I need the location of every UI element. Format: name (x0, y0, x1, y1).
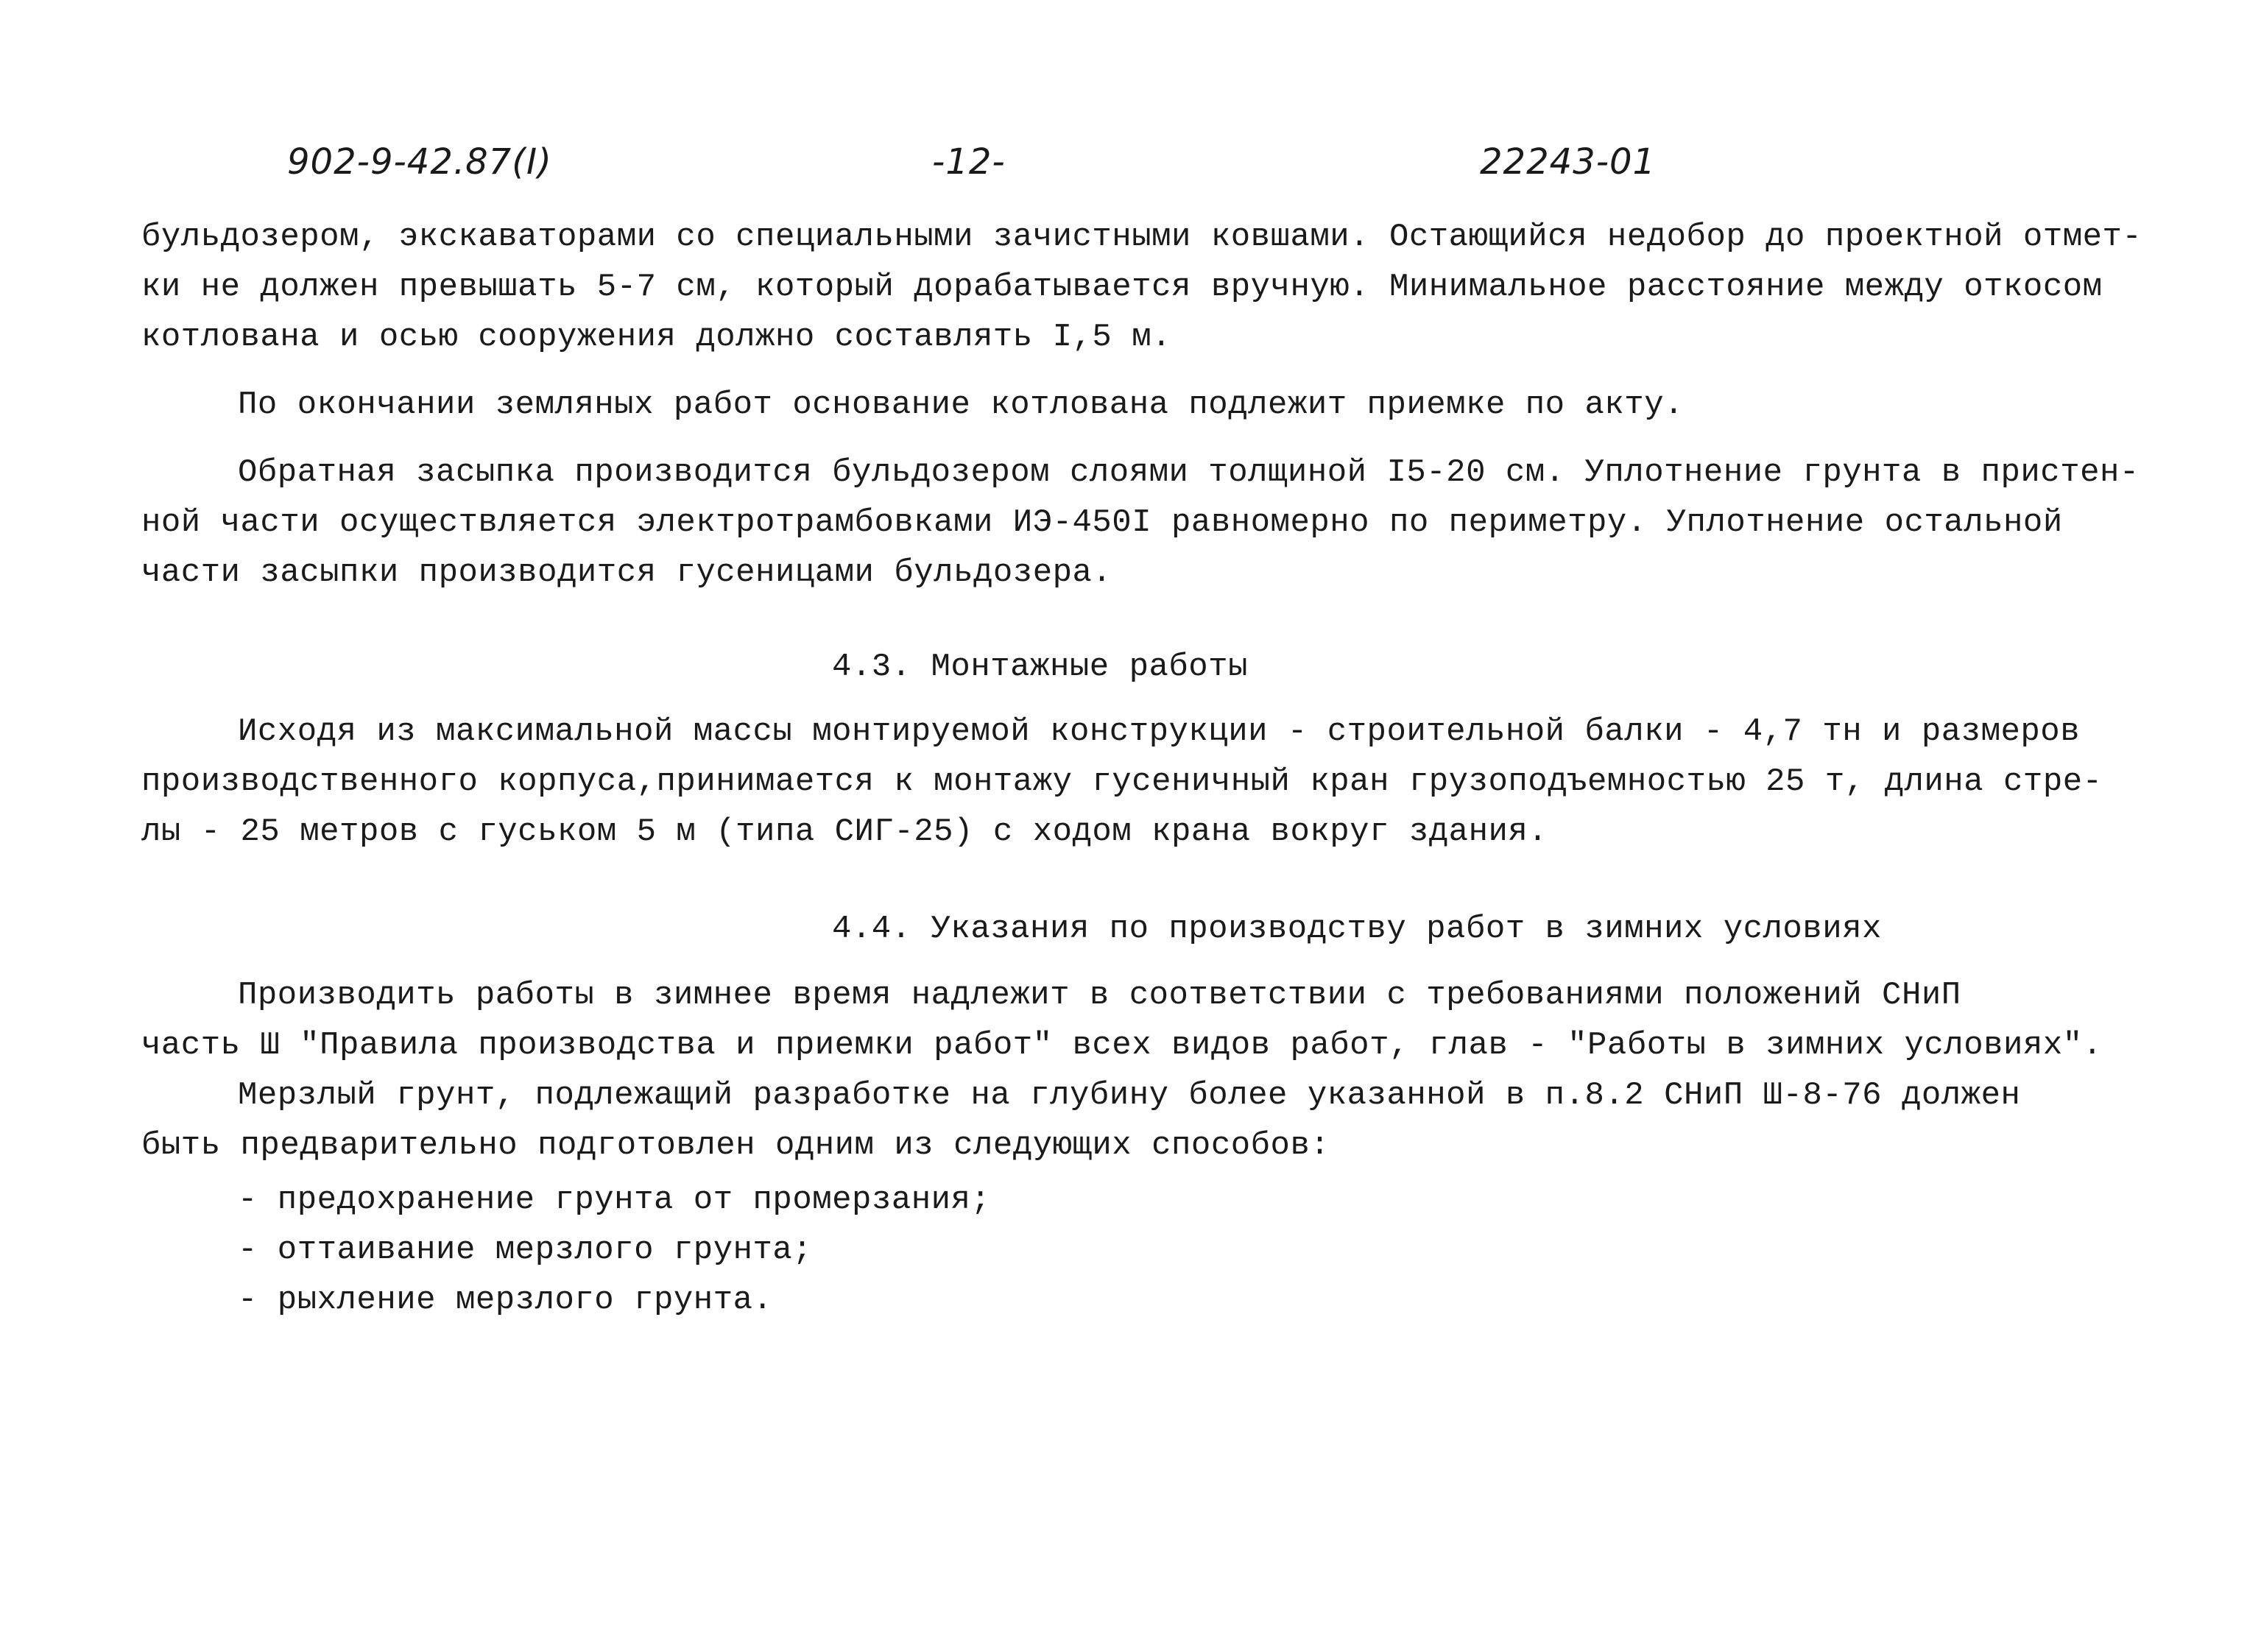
text-line: быть предварительно подготовлен одним из следующих способов: (141, 1127, 1330, 1164)
text-line: производственного корпуса,принимается к монтажу гусеничный кран грузоподъемностью 25 т, длина стре- (141, 763, 2103, 800)
text-line: ки не должен превышать 5-7 см, который дорабатывается вручную. Минимальное расстояние между откосом (141, 269, 2103, 306)
text-line: ной части осуществляется электротрамбовками ИЭ-450I равномерно по периметру. Уплотнение остальной (141, 504, 2063, 541)
text-line: Обратная засыпка производится бульдозером слоями толщиной I5-20 см. Уплотнение грунта в пристен- (238, 454, 2140, 491)
text-line: По окончании земляных работ основание котлована подлежит приемке по акту. (238, 386, 1685, 423)
text-line: части засыпки производится гусеницами бульдозера. (141, 554, 1112, 591)
text-line: Исходя из максимальной массы монтируемой конструкции - строительной балки - 4,7 тн и размеров (238, 713, 2081, 750)
text-line: лы - 25 метров с гуськом 5 м (типа СИГ-25) с ходом крана вокруг здания. (141, 813, 1548, 850)
list-item: - оттаивание мерзлого грунта; (238, 1232, 813, 1268)
text-line: котлована и осью сооружения должно составлять I,5 м. (141, 319, 1172, 356)
list-item: - рыхление мерзлого грунта. (238, 1282, 773, 1319)
text-line: Производить работы в зимнее время надлежит в соответствии с требованиями положений СНиП (238, 977, 1961, 1014)
section-heading-4-3: 4.3. Монтажные работы (832, 649, 1248, 685)
document-number: 22243-01 (1480, 141, 1657, 183)
list-item: - предохранение грунта от промерзания; (238, 1182, 991, 1218)
text-line: часть Ш "Правила производства и приемки работ" всех видов работ, глав - "Работы в зимних условиях". (141, 1027, 2103, 1064)
document-code: 902-9-42.87(I) (287, 141, 552, 183)
page-number: -12- (932, 141, 1006, 183)
text-line: Мерзлый грунт, подлежащий разработке на глубину более указанной в п.8.2 СНиП Ш-8-76 должен (238, 1077, 2021, 1114)
section-heading-4-4: 4.4. Указания по производству работ в зимних условиях (832, 911, 1882, 947)
text-line: бульдозером, экскаваторами со специальными зачистными ковшами. Остающийся недобор до проектной отмет- (141, 219, 2142, 255)
